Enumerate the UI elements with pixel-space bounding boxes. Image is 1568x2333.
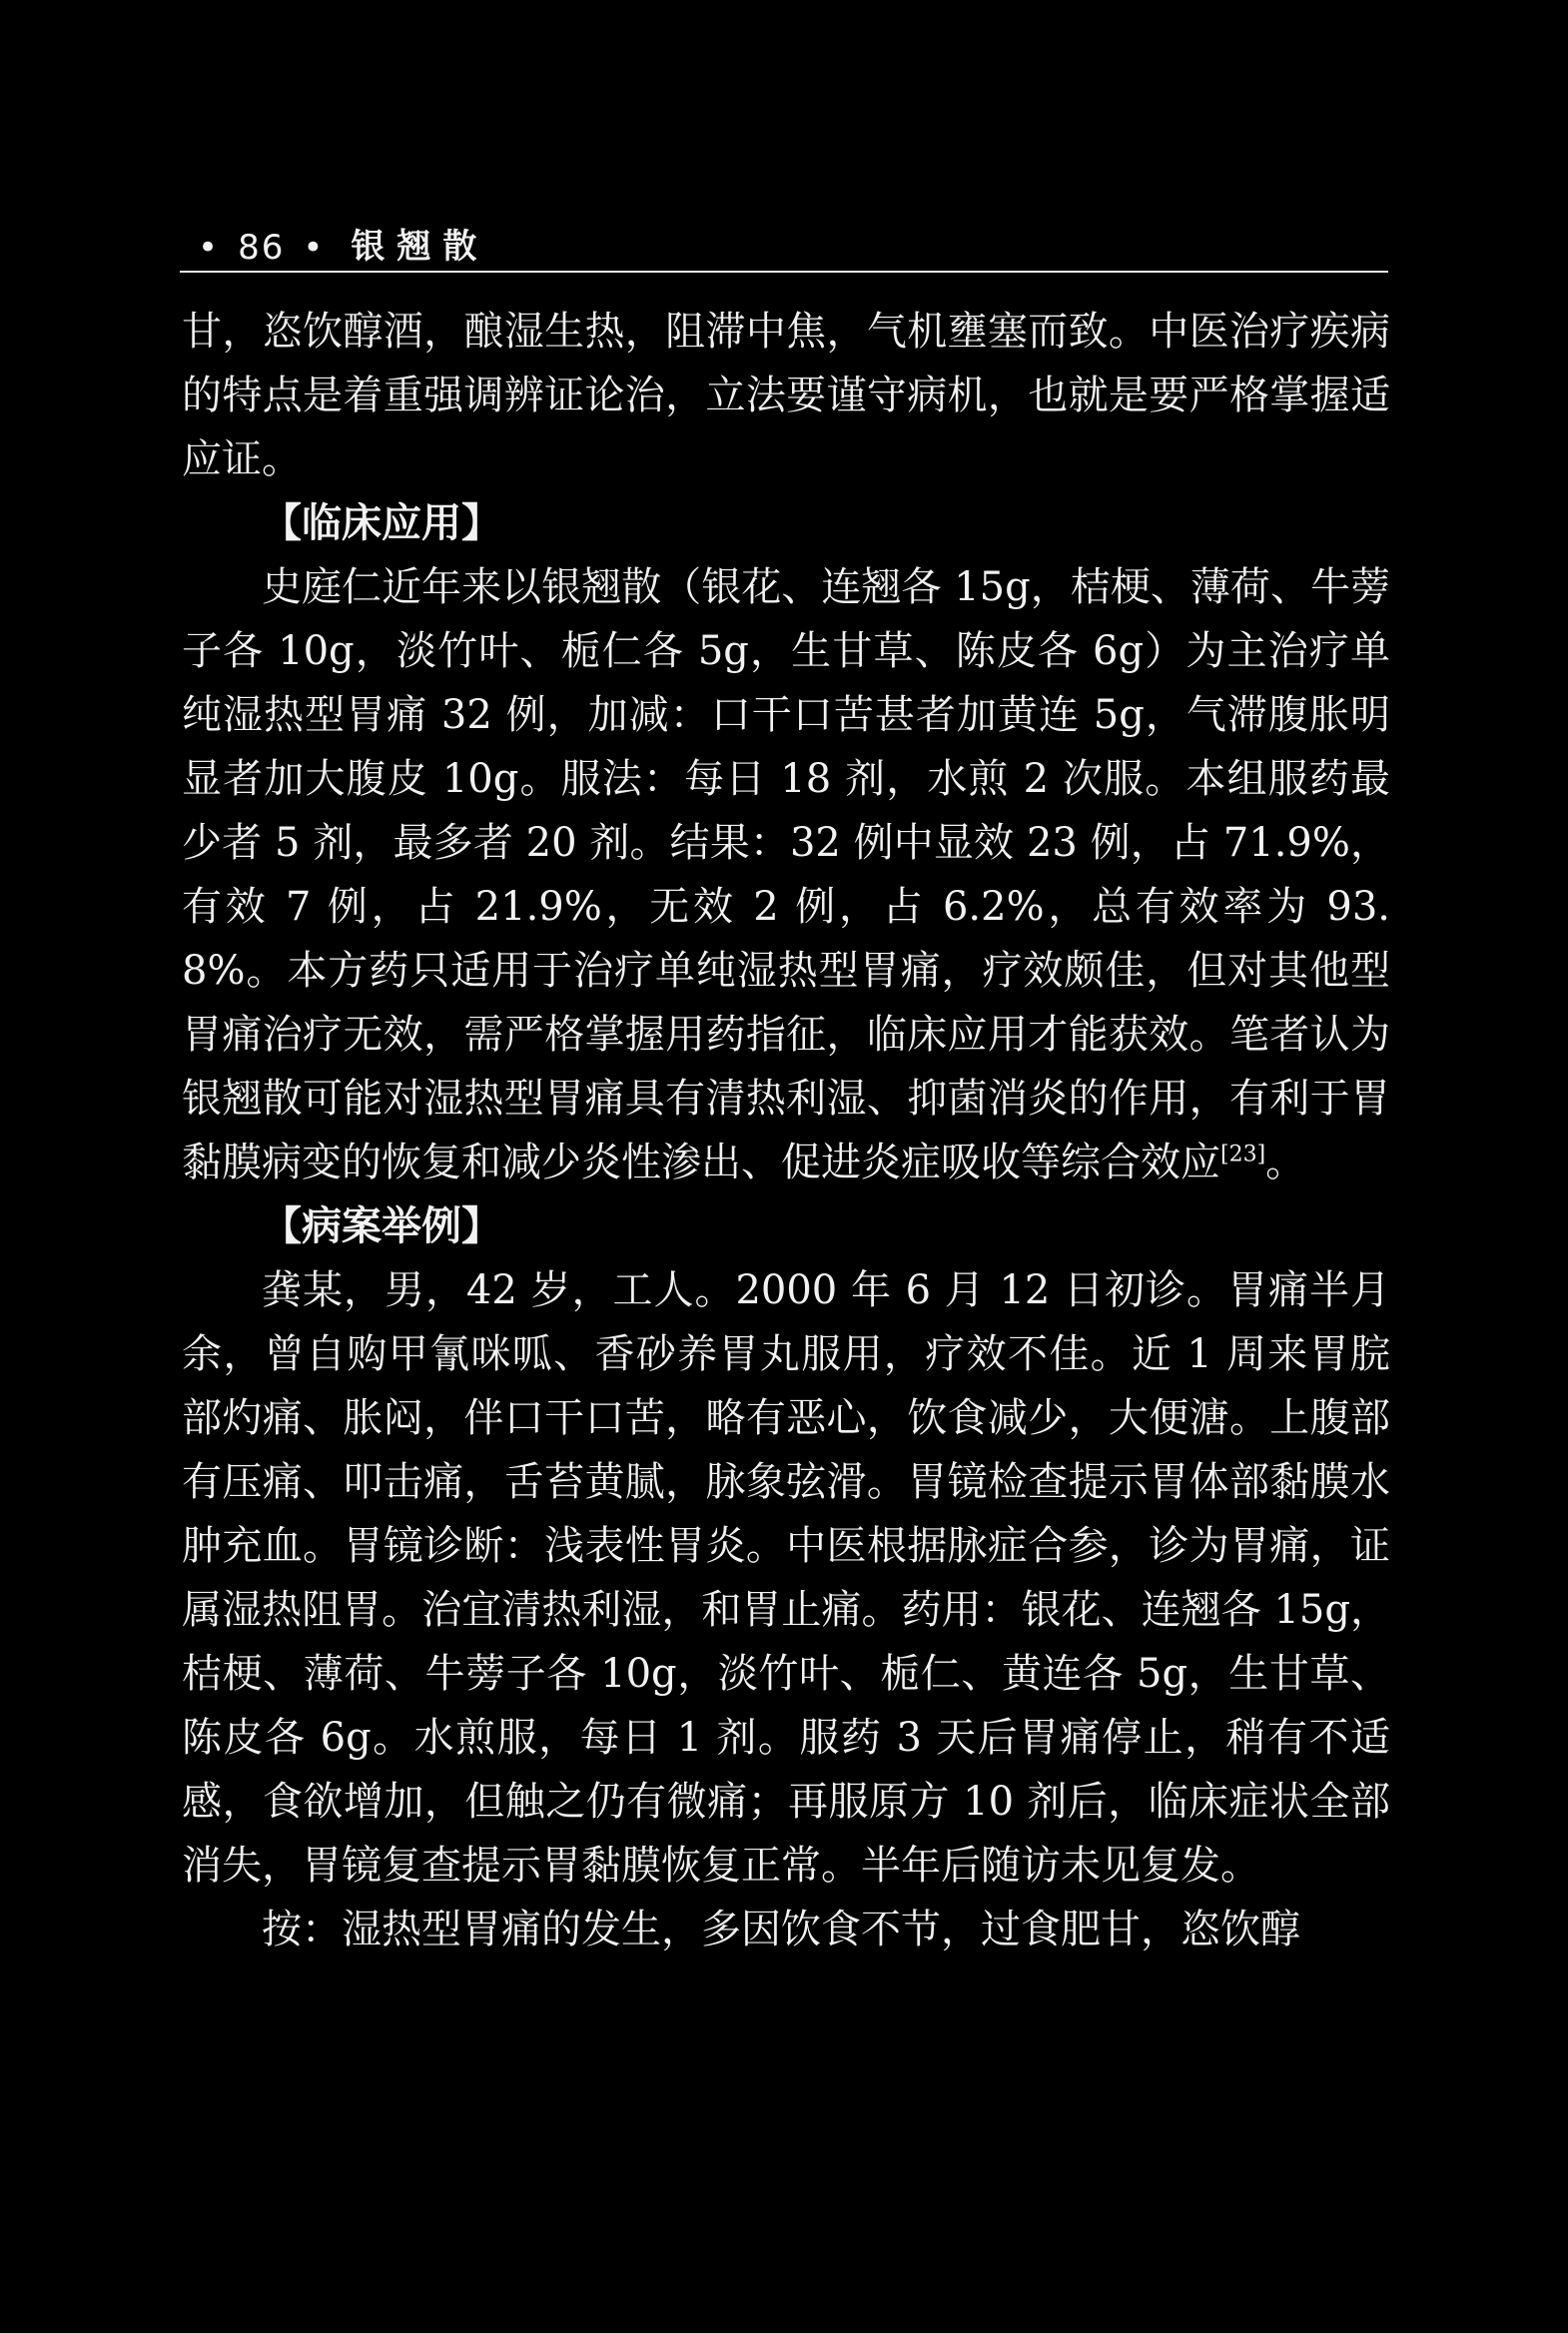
continued-paragraph: 甘，恣饮醇酒，酿湿生热，阻滞中焦，气机壅塞而致。中医治疗疾病的特点是着重强调辨证论治，立法要谨守病机，也就是要严格掌握适应证。 [182, 309, 1390, 482]
page-header [180, 208, 1388, 268]
clinical-application-heading: 【临床应用】 [262, 499, 501, 546]
case-example-paragraph: 龚某，男，42 岁，工人。2000 年 6 月 12 日初诊。胃痛半月余，曾自购甲氰咪呱、香砂养胃丸服用，疗效不佳。近 1 周来胃脘部灼痛、胀闷，伴口干口苦，略有恶心，饮食减少，大便溏。上腹部有压痛、叩击痛，舌苔黄腻，脉象弦滑。胃镜检查提示胃体部黏膜水肿充血。胃镜诊断：浅表性胃炎。中医根据脉症合参，诊为胃痛，证属湿热阻胃。治宜清热利湿，和胃止痛。药用：银花、连翘各 15g，桔梗、薄荷、牛蒡子各 10g，淡竹叶、栀仁、黄连各 5g，生甘草、陈皮各 6g。水煎服，每日 1 剂。服药 3 天后胃痛停止，稍有不适感，食欲增加，但触之仍有微痛；再服原方 10 剂后，临床症状全部消失，胃镜复查提示胃黏膜恢复正常。半年后随访未见复发。 [182, 1267, 1390, 1889]
header-bullet-right: • [303, 228, 326, 268]
page-body [182, 300, 1390, 1961]
page-number: 86 [238, 228, 286, 268]
clinical-application-end: 。 [1265, 1140, 1306, 1185]
note-paragraph: 按：湿热型胃痛的发生，多因饮食不节，过食肥甘，恣饮醇 [262, 1907, 1300, 1952]
case-example-heading: 【病案举例】 [262, 1202, 501, 1249]
clinical-application-paragraph [182, 555, 1390, 1194]
book-title: 银翘散 [351, 227, 489, 267]
citation-marker: [23] [1220, 1142, 1266, 1167]
header-bullet-left: • [198, 228, 221, 268]
header-rule [180, 271, 1388, 273]
clinical-application-text: 史庭仁近年来以银翘散（银花、连翘各 15g，桔梗、薄荷、牛蒡子各 10g，淡竹叶、栀仁各 5g，生甘草、陈皮各 6g）为主治疗单纯湿热型胃痛 32 例，加减：口干口苦甚者加黄连 5g，气滞腹胀明显者加大腹皮 10g。服法：每日 18 剂，水煎 2 次服。本组服药最少者 5 剂，最多者 20 剂。结果：32 例中显效 23 例，占 71.9%，有效 7 例，占 21.9%，无效 2 例，占 6.2%，总有效率为 93.8%。本方药只适用于治疗单纯湿热型胃痛，疗效颇佳，但对其他型胃痛治疗无效，需严格掌握用药指征，临床应用才能获效。笔者认为银翘散可能对湿热型胃痛具有清热利湿、抑菌消炎的作用，有利于胃黏膜病变的恢复和减少炎性渗出、促进炎症吸收等综合效应 [182, 564, 1390, 1185]
